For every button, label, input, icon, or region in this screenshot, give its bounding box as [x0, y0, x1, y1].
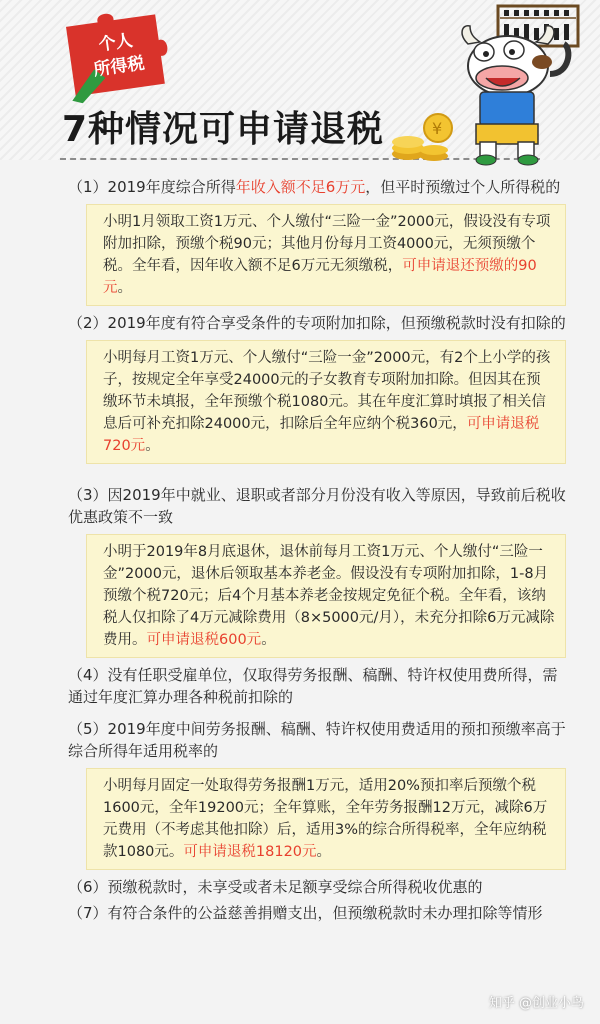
example-text: 小明于2019年8月底退休，退休前每月工资1万元、个人缴付“三险一金”2000元，退休后领取基本养老金。假设没有专项附加扣除，1-8月预缴个税720元；后4个月基本养老金按规定免征个税。全年看，该纳税人仅扣除了4万元减除费用（8×5000元/月），未充分扣除6万元减除费用。: [103, 544, 555, 648]
case-text: 2019年度综合所得: [107, 178, 236, 196]
case-text: 因2019年中就业、退职或者部分月份没有收入等原因，导致前后税收优惠政策不一致: [68, 486, 566, 526]
case-number: （6）: [68, 878, 108, 896]
example-text: 小明每月工资1万元、个人缴付“三险一金”2000元，有2个上小学的孩子，按规定全年享受24000元的子女教育专项附加扣除。但因其在预缴环节未填报，全年预缴个税1080元。其在年度汇算时填报了相关信息后可补充扣除24000元，扣除后全年应纳个税360元，: [103, 350, 551, 432]
case-text: 2019年度中间劳务报酬、稿酬、特许权使用费适用的预扣预缴率高于综合所得年适用税率的: [68, 720, 566, 760]
tag-line-2: 所得税: [92, 53, 146, 81]
example-text: 。: [117, 280, 132, 296]
tag-line-1: 个人: [97, 30, 134, 56]
case-item-1: [68, 176, 568, 198]
page-title: 7种情况可申请退税: [62, 109, 385, 150]
spacer: [68, 470, 568, 484]
case-number: （7）: [68, 904, 108, 922]
cartoon-cow-with-abacus-icon: [440, 4, 590, 166]
case-item-3: [68, 484, 568, 528]
example-box-2: [86, 340, 566, 464]
puzzle-tag: [56, 0, 178, 105]
example-highlight: 可申请退税720元: [103, 416, 540, 454]
example-highlight: 可申请退还预缴的90元: [103, 258, 537, 296]
case-item-4: [68, 664, 568, 708]
case-text: 2019年度有符合享受条件的专项附加扣除，但预缴税款时没有扣除的: [107, 314, 566, 332]
case-number: （3）: [68, 486, 108, 504]
case-text: 预缴税款时，未享受或者未足额享受综合所得税收优惠的: [107, 878, 483, 896]
case-number: （5）: [68, 720, 108, 738]
refund-cases-list: [68, 176, 568, 928]
example-box-1: [86, 204, 566, 306]
example-text: 小明1月领取工资1万元、个人缴付“三险一金”2000元，假设没有专项附加扣除，预缴个税90元；其他月份每月工资4000元，无须预缴个税。全年看，因年收入额不足6万元无须缴税，: [103, 214, 551, 274]
case-item-5: [68, 718, 568, 762]
example-text: 。: [316, 844, 332, 860]
example-box-5: [86, 768, 566, 870]
case-number: （1）: [68, 178, 108, 196]
example-highlight: 可申请退税600元: [146, 632, 262, 648]
example-highlight: 可申请退税18120元: [183, 844, 317, 860]
case-item-6: [68, 876, 568, 898]
case-highlight: 年收入额不足6万元: [235, 178, 366, 196]
example-box-3: [86, 534, 566, 658]
case-text: 有符合条件的公益慈善捐赠支出，但预缴税款时未办理扣除等情形: [107, 904, 543, 922]
example-text: 。: [145, 438, 160, 454]
watermark: 知乎 @创业小鸟: [488, 996, 584, 1011]
svg-text:¥: ¥: [432, 119, 443, 138]
case-item-7: [68, 902, 568, 924]
example-text: 小明每月固定一处取得劳务报酬1万元，适用20%预扣率后预缴个税1600元，全年19200元；全年算账，全年劳务报酬12万元，减除6万元费用（不考虑其他扣除）后，适用3%的综合所得税率，全年应纳税款1080元。: [103, 778, 548, 860]
case-item-2: [68, 312, 568, 334]
case-text: ，但平时预缴过个人所得税的: [365, 178, 561, 196]
example-text: 。: [261, 632, 276, 648]
case-number: （4）: [68, 666, 108, 684]
case-number: （2）: [68, 314, 108, 332]
case-text: 没有任职受雇单位，仅取得劳务报酬、稿酬、特许权使用费所得，需通过年度汇算办理各种税前扣除的: [68, 666, 558, 706]
